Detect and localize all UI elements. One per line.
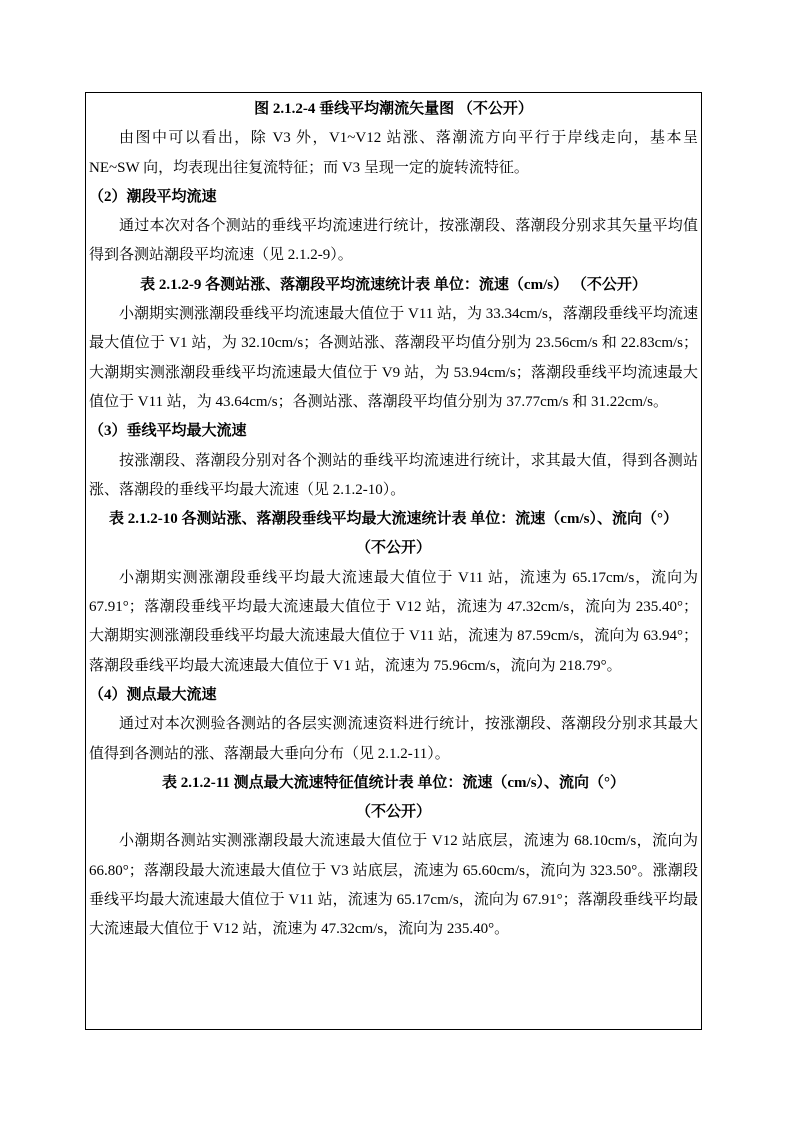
section-2-paragraph: 通过本次对各个测站的垂线平均流速进行统计，按涨潮段、落潮段分别求其矢量平均值得到各测站潮段平均流速（见 2.1.2-9）。 — [89, 218, 698, 264]
table-caption-2-1-2-11-line2: （不公开） — [355, 804, 431, 821]
section-4-heading: （4）测点最大流速 — [89, 686, 217, 703]
table-caption-2-1-2-10-line2: （不公开） — [355, 540, 431, 557]
intro-paragraph: 由图中可以看出，除 V3 外，V1~V12 站涨、落潮流方向平行于岸线走向，基本呈 NE~SW 向，均表现出往复流特征；而 V3 呈现一定的旋转流特征。 — [89, 130, 698, 176]
section-2-heading: （2）潮段平均流速 — [89, 188, 217, 205]
table-caption-2-1-2-9: 表 2.1.2-9 各测站涨、落潮段平均流速统计表 单位：流速（cm/s） （不公开） — [140, 276, 647, 293]
document-table-cell — [85, 92, 702, 1030]
section-3-heading: （3）垂线平均最大流速 — [89, 423, 247, 440]
section-4-stats-paragraph: 小潮期各测站实测涨潮段最大流速最大值位于 V12 站底层，流速为 68.10cm/s，流向为 66.80°；落潮段最大流速最大值位于 V3 站底层，流速为 65.60cm/s，流向为 323.50°。涨潮段垂线平均最大流速最大值位于 V11 站，流速为 65.17cm/s，流向为 67.91°；落潮段垂线平均最大流速最大值位于 V12 站，流速为 47.32cm/s，流向为 235.40°。 — [89, 833, 698, 938]
table-caption-2-1-2-10-line1: 表 2.1.2-10 各测站涨、落潮段垂线平均最大流速统计表 单位：流速（cm/s）、流向（°） — [109, 511, 678, 528]
section-3-stats-paragraph: 小潮期实测涨潮段垂线平均最大流速最大值位于 V11 站，流速为 65.17cm/s，流向为 67.91°；落潮段垂线平均最大流速最大值位于 V12 站，流速为 47.32cm/s，流向为 235.40°；大潮期实测涨潮段垂线平均最大流速最大值位于 V11 站，流速为 87.59cm/s，流向为 63.94°；落潮段垂线平均最大流速最大值位于 V1 站，流速为 75.96cm/s，流向为 218.79°。 — [89, 569, 698, 674]
section-4-paragraph: 通过对本次测验各测站的各层实测流速资料进行统计，按涨潮段、落潮段分别求其最大值得到各测站的涨、落潮最大垂向分布（见 2.1.2-11）。 — [89, 716, 698, 762]
section-3-paragraph: 按涨潮段、落潮段分别对各个测站的垂线平均流速进行统计，求其最大值，得到各测站涨、落潮段的垂线平均最大流速（见 2.1.2-10）。 — [89, 452, 698, 498]
figure-caption: 图 2.1.2-4 垂线平均潮流矢量图 （不公开） — [254, 101, 533, 117]
table-caption-2-1-2-11-line1: 表 2.1.2-11 测点最大流速特征值统计表 单位：流速（cm/s）、流向（°） — [161, 774, 626, 791]
section-2-stats-paragraph: 小潮期实测涨潮段垂线平均流速最大值位于 V11 站，为 33.34cm/s，落潮段垂线平均流速最大值位于 V1 站，为 32.10cm/s；各测站涨、落潮段平均值分别为 23.56cm/s 和 22.83cm/s；大潮期实测涨潮段垂线平均流速最大值位于 V9 站，为 53.94cm/s；落潮段垂线平均流速最大值位于 V11 站，为 43.64cm/s；各测站涨、落潮段平均值分别为 37.77cm/s 和 31.22cm/s。 — [89, 306, 698, 410]
